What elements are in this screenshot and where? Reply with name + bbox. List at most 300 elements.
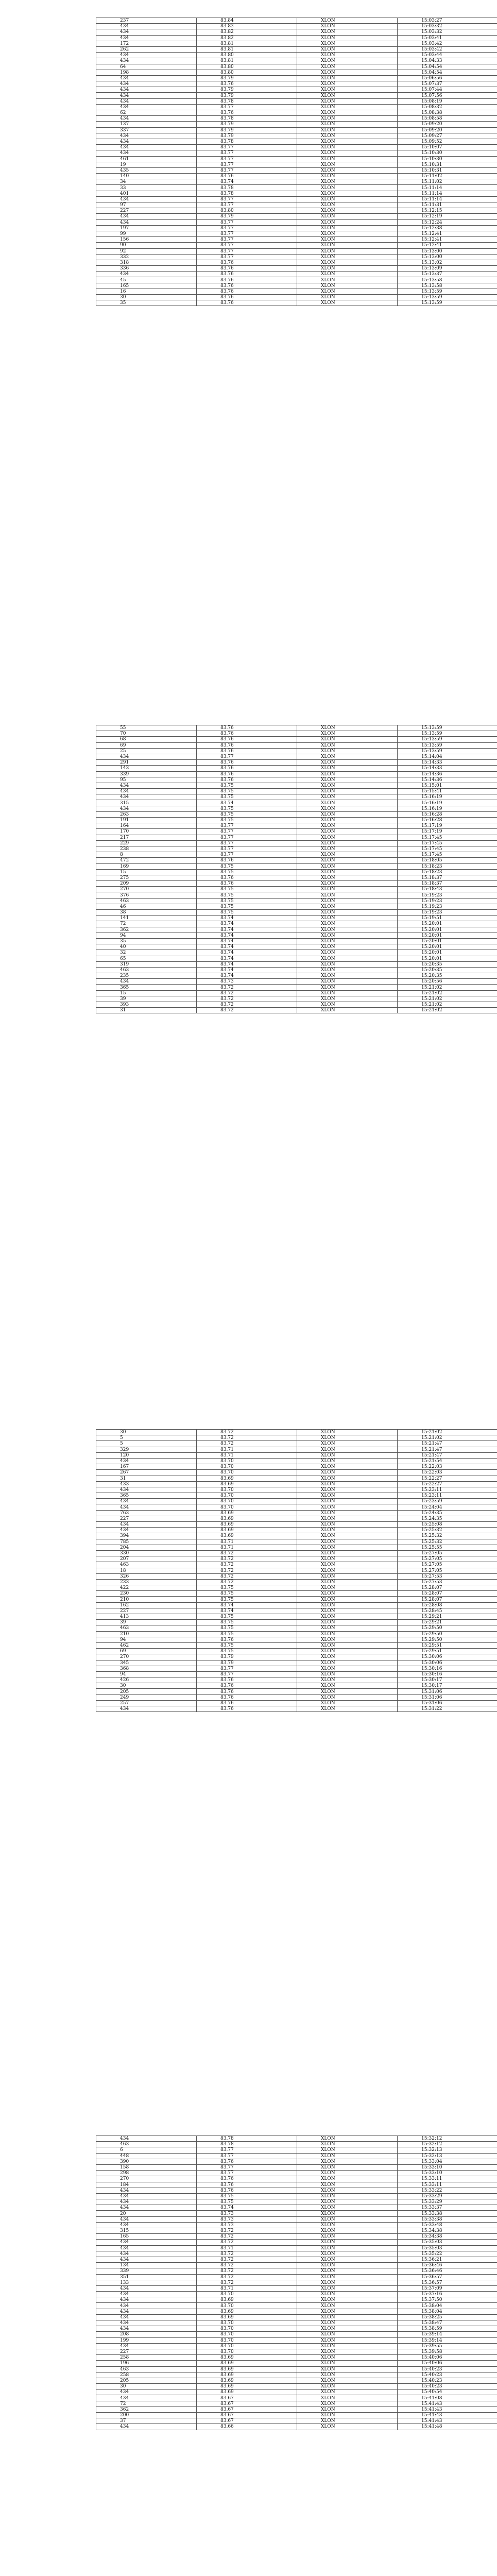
currency-cell: XLON <box>297 904 398 909</box>
time-cell: 15:33:48 <box>398 2222 497 2228</box>
quantity-cell: 365 <box>96 985 197 990</box>
currency-cell: XLON <box>297 1539 398 1545</box>
price-cell: 83.78 <box>197 2142 297 2147</box>
price-cell: 83.69 <box>197 2297 297 2303</box>
currency-cell: XLON <box>297 2366 398 2372</box>
price-cell: 83.74 <box>197 800 297 806</box>
table-row <box>96 944 497 950</box>
table-row <box>96 789 497 794</box>
time-cell: 15:14:33 <box>398 766 497 771</box>
currency-cell: XLON <box>297 961 398 967</box>
currency-cell: XLON <box>297 75 398 81</box>
currency-cell: XLON <box>297 81 398 87</box>
price-cell: 83.75 <box>197 1614 297 1620</box>
price-cell: 83.83 <box>197 24 297 29</box>
time-cell: 15:21:02 <box>398 1430 497 1435</box>
quantity-cell: 210 <box>96 1631 197 1637</box>
table-row <box>96 145 497 150</box>
table-row <box>96 731 497 737</box>
table-row <box>96 2274 497 2280</box>
time-cell: 15:33:04 <box>398 2159 497 2164</box>
time-cell: 15:28:07 <box>398 1585 497 1591</box>
price-cell: 83.73 <box>197 2216 297 2222</box>
currency-cell: XLON <box>297 1522 398 1528</box>
quantity-cell: 434 <box>96 2216 197 2222</box>
table-row <box>96 1493 497 1499</box>
time-cell: 15:12:24 <box>398 219 497 225</box>
quantity-cell: 332 <box>96 254 197 260</box>
quantity-cell: 227 <box>96 208 197 214</box>
quantity-cell: 463 <box>96 967 197 973</box>
quantity-cell: 72 <box>96 2401 197 2406</box>
table-row <box>96 1008 497 1013</box>
table-row <box>96 829 497 835</box>
currency-cell: XLON <box>297 2136 398 2142</box>
quantity-cell: 433 <box>96 1481 197 1487</box>
currency-cell: XLON <box>297 2176 398 2182</box>
price-cell: 83.75 <box>197 811 297 817</box>
quantity-cell: 434 <box>96 783 197 788</box>
table-row <box>96 737 497 742</box>
currency-cell: XLON <box>297 2240 398 2245</box>
document-page <box>0 703 497 1406</box>
quantity-cell: 207 <box>96 1556 197 1562</box>
quantity-cell: 204 <box>96 1545 197 1550</box>
table-row <box>96 1487 497 1493</box>
currency-cell: XLON <box>297 1706 398 1712</box>
price-cell: 83.72 <box>197 2274 297 2280</box>
currency-cell: XLON <box>297 1430 398 1435</box>
currency-cell: XLON <box>297 2228 398 2234</box>
table-row <box>96 1504 497 1510</box>
price-cell: 83.72 <box>197 1556 297 1562</box>
currency-cell: XLON <box>297 777 398 783</box>
time-cell: 15:30:06 <box>398 1660 497 1666</box>
currency-cell: XLON <box>297 191 398 196</box>
time-cell: 15:20:35 <box>398 973 497 979</box>
time-cell: 15:39:14 <box>398 2337 497 2343</box>
currency-cell: XLON <box>297 2361 398 2366</box>
table-row <box>96 863 497 869</box>
quantity-cell: 376 <box>96 892 197 898</box>
time-cell: 15:41:43 <box>398 2406 497 2412</box>
quantity-cell: 319 <box>96 961 197 967</box>
price-cell: 83.79 <box>197 93 297 98</box>
table-row <box>96 64 497 70</box>
time-cell: 15:33:11 <box>398 2182 497 2188</box>
time-cell: 15:20:56 <box>398 979 497 985</box>
price-cell: 83.76 <box>197 1706 297 1712</box>
quantity-cell: 197 <box>96 225 197 231</box>
table-row <box>96 2337 497 2343</box>
document-page <box>0 1406 497 2110</box>
currency-cell: XLON <box>297 2413 398 2418</box>
currency-cell: XLON <box>297 1649 398 1654</box>
table-row <box>96 1452 497 1458</box>
trades-table <box>96 1429 497 1712</box>
price-cell: 83.76 <box>197 272 297 277</box>
quantity-cell: 230 <box>96 1591 197 1597</box>
quantity-cell: 434 <box>96 806 197 811</box>
price-cell: 83.77 <box>197 2164 297 2170</box>
currency-cell: XLON <box>297 202 398 208</box>
price-cell: 83.69 <box>197 2309 297 2314</box>
price-cell: 83.75 <box>197 904 297 909</box>
currency-cell: XLON <box>297 892 398 898</box>
time-cell: 15:35:22 <box>398 2251 497 2257</box>
quantity-cell: 46 <box>96 904 197 909</box>
price-cell: 83.71 <box>197 1447 297 1452</box>
currency-cell: XLON <box>297 996 398 1002</box>
currency-cell: XLON <box>297 725 398 731</box>
price-cell: 83.76 <box>197 2176 297 2182</box>
price-cell: 83.77 <box>197 829 297 835</box>
price-cell: 83.76 <box>197 2188 297 2193</box>
quantity-cell: 33 <box>96 185 197 191</box>
time-cell: 15:38:25 <box>398 2314 497 2320</box>
price-cell: 83.70 <box>197 2303 297 2309</box>
currency-cell: XLON <box>297 2418 398 2424</box>
quantity-cell: 434 <box>96 87 197 93</box>
table-row <box>96 898 497 904</box>
table-row <box>96 2159 497 2164</box>
table-row <box>96 1464 497 1470</box>
quantity-cell: 318 <box>96 260 197 265</box>
table-row <box>96 771 497 777</box>
price-cell: 83.72 <box>197 2257 297 2262</box>
currency-cell: XLON <box>297 754 398 759</box>
quantity-cell: 336 <box>96 266 197 272</box>
price-cell: 83.77 <box>197 2153 297 2159</box>
time-cell: 15:12:19 <box>398 214 497 219</box>
quantity-cell: 141 <box>96 916 197 921</box>
currency-cell: XLON <box>297 2314 398 2320</box>
time-cell: 15:37:16 <box>398 2292 497 2297</box>
currency-cell: XLON <box>297 956 398 961</box>
table-row <box>96 1556 497 1562</box>
quantity-cell: 72 <box>96 921 197 927</box>
table-row <box>96 2205 497 2211</box>
quantity-cell: 39 <box>96 996 197 1002</box>
table-row <box>96 2320 497 2326</box>
price-cell: 83.70 <box>197 1504 297 1510</box>
currency-cell: XLON <box>297 2142 398 2147</box>
time-cell: 15:16:28 <box>398 818 497 823</box>
quantity-cell: 65 <box>96 956 197 961</box>
quantity-cell: 401 <box>96 191 197 196</box>
time-cell: 15:37:09 <box>398 2285 497 2291</box>
time-cell: 15:34:38 <box>398 2228 497 2234</box>
time-cell: 15:33:10 <box>398 2171 497 2176</box>
table-row <box>96 1620 497 1625</box>
currency-cell: XLON <box>297 122 398 127</box>
currency-cell: XLON <box>297 2326 398 2332</box>
time-cell: 15:16:19 <box>398 794 497 800</box>
time-cell: 15:17:45 <box>398 835 497 840</box>
price-cell: 83.77 <box>197 823 297 829</box>
table-row <box>96 18 497 24</box>
quantity-cell: 434 <box>96 2314 197 2320</box>
table-row <box>96 191 497 196</box>
time-cell: 15:35:03 <box>398 2240 497 2245</box>
price-cell: 83.75 <box>197 892 297 898</box>
table-row <box>96 225 497 231</box>
currency-cell: XLON <box>297 2182 398 2188</box>
price-cell: 83.73 <box>197 2222 297 2228</box>
time-cell: 15:25:32 <box>398 1528 497 1533</box>
table-row <box>96 167 497 173</box>
currency-cell: XLON <box>297 254 398 260</box>
currency-cell: XLON <box>297 1556 398 1562</box>
currency-cell: XLON <box>297 196 398 202</box>
price-cell: 83.78 <box>197 98 297 104</box>
table-row <box>96 2413 497 2418</box>
price-cell: 83.76 <box>197 2159 297 2164</box>
time-cell: 15:22:03 <box>398 1464 497 1470</box>
quantity-cell: 94 <box>96 1637 197 1642</box>
time-cell: 15:13:00 <box>398 254 497 260</box>
price-cell: 83.81 <box>197 46 297 52</box>
price-cell: 83.74 <box>197 179 297 185</box>
price-cell: 83.75 <box>197 1631 297 1637</box>
quantity-cell: 30 <box>96 295 197 300</box>
currency-cell: XLON <box>297 2337 398 2343</box>
price-cell: 83.75 <box>197 898 297 904</box>
time-cell: 15:24:04 <box>398 1504 497 1510</box>
currency-cell: XLON <box>297 2401 398 2406</box>
currency-cell: XLON <box>297 225 398 231</box>
quantity-cell: 434 <box>96 2326 197 2332</box>
time-cell: 15:07:37 <box>398 81 497 87</box>
quantity-cell: 170 <box>96 829 197 835</box>
time-cell: 15:33:22 <box>398 2188 497 2193</box>
time-cell: 15:38:04 <box>398 2303 497 2309</box>
table-row <box>96 950 497 956</box>
trades-table <box>96 18 497 306</box>
quantity-cell: 434 <box>96 139 197 144</box>
quantity-cell: 8 <box>96 852 197 858</box>
quantity-cell: 315 <box>96 2228 197 2234</box>
time-cell: 15:21:02 <box>398 1435 497 1441</box>
quantity-cell: 368 <box>96 1666 197 1671</box>
time-cell: 15:31:06 <box>398 1694 497 1700</box>
table-row <box>96 2343 497 2349</box>
quantity-cell: 184 <box>96 2182 197 2188</box>
time-cell: 15:41:48 <box>398 2424 497 2430</box>
time-cell: 15:19:23 <box>398 892 497 898</box>
table-row <box>96 219 497 225</box>
table-row <box>96 1550 497 1556</box>
currency-cell: XLON <box>297 1504 398 1510</box>
currency-cell: XLON <box>297 1002 398 1008</box>
time-cell: 15:20:01 <box>398 938 497 944</box>
currency-cell: XLON <box>297 127 398 133</box>
time-cell: 15:20:01 <box>398 950 497 956</box>
table-row <box>96 2268 497 2274</box>
price-cell: 83.76 <box>197 266 297 272</box>
time-cell: 15:04:33 <box>398 58 497 64</box>
table-row <box>96 1683 497 1689</box>
quantity-cell: 270 <box>96 1654 197 1660</box>
time-cell: 15:12:41 <box>398 237 497 243</box>
price-cell: 83.69 <box>197 2361 297 2366</box>
time-cell: 15:36:57 <box>398 2274 497 2280</box>
table-row <box>96 835 497 840</box>
quantity-cell: 227 <box>96 2349 197 2354</box>
currency-cell: XLON <box>297 967 398 973</box>
table-row <box>96 2349 497 2354</box>
table-row <box>96 1700 497 1706</box>
price-cell: 83.66 <box>197 2424 297 2430</box>
currency-cell: XLON <box>297 760 398 766</box>
table-row <box>96 2142 497 2147</box>
currency-cell: XLON <box>297 800 398 806</box>
currency-cell: XLON <box>297 2280 398 2285</box>
price-cell: 83.76 <box>197 295 297 300</box>
currency-cell: XLON <box>297 1470 398 1476</box>
time-cell: 15:27:05 <box>398 1550 497 1556</box>
table-row <box>96 1591 497 1597</box>
price-cell: 83.82 <box>197 35 297 41</box>
table-row <box>96 2424 497 2430</box>
price-cell: 83.72 <box>197 2263 297 2268</box>
currency-cell: XLON <box>297 53 398 58</box>
currency-cell: XLON <box>297 1528 398 1533</box>
quantity-cell: 434 <box>96 93 197 98</box>
currency-cell: XLON <box>297 1660 398 1666</box>
currency-cell: XLON <box>297 162 398 167</box>
time-cell: 15:30:17 <box>398 1677 497 1683</box>
price-cell: 83.76 <box>197 110 297 116</box>
quantity-cell: 64 <box>96 64 197 70</box>
quantity-cell: 434 <box>96 272 197 277</box>
price-cell: 83.70 <box>197 2343 297 2349</box>
table-row <box>96 93 497 98</box>
price-cell: 83.77 <box>197 1666 297 1671</box>
time-cell: 15:31:06 <box>398 1700 497 1706</box>
table-row <box>96 266 497 272</box>
quantity-cell: 25 <box>96 748 197 754</box>
quantity-cell: 413 <box>96 1614 197 1620</box>
currency-cell: XLON <box>297 167 398 173</box>
table-row <box>96 1476 497 1481</box>
currency-cell: XLON <box>297 1677 398 1683</box>
currency-cell: XLON <box>297 87 398 93</box>
table-row <box>96 852 497 858</box>
quantity-cell: 40 <box>96 944 197 950</box>
table-row <box>96 2332 497 2337</box>
price-cell: 83.70 <box>197 1487 297 1493</box>
quantity-cell: 763 <box>96 1510 197 1516</box>
currency-cell: XLON <box>297 1481 398 1487</box>
trades-table <box>96 725 497 1013</box>
quantity-cell: 434 <box>96 2251 197 2257</box>
time-cell: 15:34:38 <box>398 2234 497 2240</box>
currency-cell: XLON <box>297 1476 398 1481</box>
quantity-cell: 463 <box>96 2366 197 2372</box>
quantity-cell: 434 <box>96 2292 197 2297</box>
table-row <box>96 46 497 52</box>
price-cell: 83.74 <box>197 1608 297 1614</box>
time-cell: 15:10:30 <box>398 150 497 156</box>
time-cell: 15:27:05 <box>398 1556 497 1562</box>
price-cell: 83.77 <box>197 156 297 162</box>
table-row <box>96 2136 497 2142</box>
price-cell: 83.71 <box>197 2245 297 2251</box>
quantity-cell: 434 <box>96 2297 197 2303</box>
time-cell: 15:03:42 <box>398 41 497 46</box>
quantity-cell: 92 <box>96 248 197 254</box>
time-cell: 15:31:22 <box>398 1706 497 1712</box>
quantity-cell: 362 <box>96 927 197 933</box>
table-row <box>96 243 497 248</box>
time-cell: 15:20:35 <box>398 961 497 967</box>
currency-cell: XLON <box>297 1533 398 1539</box>
time-cell: 15:35:03 <box>398 2245 497 2251</box>
table-row <box>96 742 497 748</box>
table-row <box>96 1573 497 1579</box>
price-cell: 83.72 <box>197 1002 297 1008</box>
currency-cell: XLON <box>297 973 398 979</box>
table-row <box>96 185 497 191</box>
time-cell: 15:16:19 <box>398 806 497 811</box>
time-cell: 15:17:45 <box>398 840 497 846</box>
price-cell: 83.70 <box>197 2292 297 2297</box>
document-page <box>0 0 497 703</box>
currency-cell: XLON <box>297 70 398 75</box>
quantity-cell: 422 <box>96 1585 197 1591</box>
table-row <box>96 2216 497 2222</box>
price-cell: 83.72 <box>197 1573 297 1579</box>
time-cell: 15:29:51 <box>398 1649 497 1654</box>
time-cell: 15:17:45 <box>398 852 497 858</box>
price-cell: 83.72 <box>197 985 297 990</box>
currency-cell: XLON <box>297 2171 398 2176</box>
table-row <box>96 2263 497 2268</box>
time-cell: 15:30:16 <box>398 1671 497 1677</box>
currency-cell: XLON <box>297 2389 398 2395</box>
table-row <box>96 208 497 214</box>
quantity-cell: 191 <box>96 818 197 823</box>
time-cell: 15:32:13 <box>398 2147 497 2153</box>
quantity-cell: 249 <box>96 1694 197 1700</box>
currency-cell: XLON <box>297 2372 398 2378</box>
table-row <box>96 2240 497 2245</box>
table-row <box>96 985 497 990</box>
currency-cell: XLON <box>297 927 398 933</box>
price-cell: 83.72 <box>197 2268 297 2274</box>
table-row <box>96 2176 497 2182</box>
time-cell: 15:38:04 <box>398 2309 497 2314</box>
table-row <box>96 2326 497 2332</box>
quantity-cell: 258 <box>96 2355 197 2361</box>
table-row <box>96 869 497 875</box>
price-cell: 83.69 <box>197 1510 297 1516</box>
quantity-cell: 99 <box>96 231 197 236</box>
price-cell: 83.77 <box>197 225 297 231</box>
table-row <box>96 990 497 996</box>
currency-cell: XLON <box>297 2274 398 2280</box>
price-cell: 83.69 <box>197 2355 297 2361</box>
quantity-cell: 167 <box>96 1464 197 1470</box>
currency-cell: XLON <box>297 852 398 858</box>
price-cell: 83.76 <box>197 777 297 783</box>
price-cell: 83.77 <box>197 243 297 248</box>
price-cell: 83.76 <box>197 881 297 887</box>
currency-cell: XLON <box>297 35 398 41</box>
currency-cell: XLON <box>297 98 398 104</box>
time-cell: 15:19:51 <box>398 916 497 921</box>
